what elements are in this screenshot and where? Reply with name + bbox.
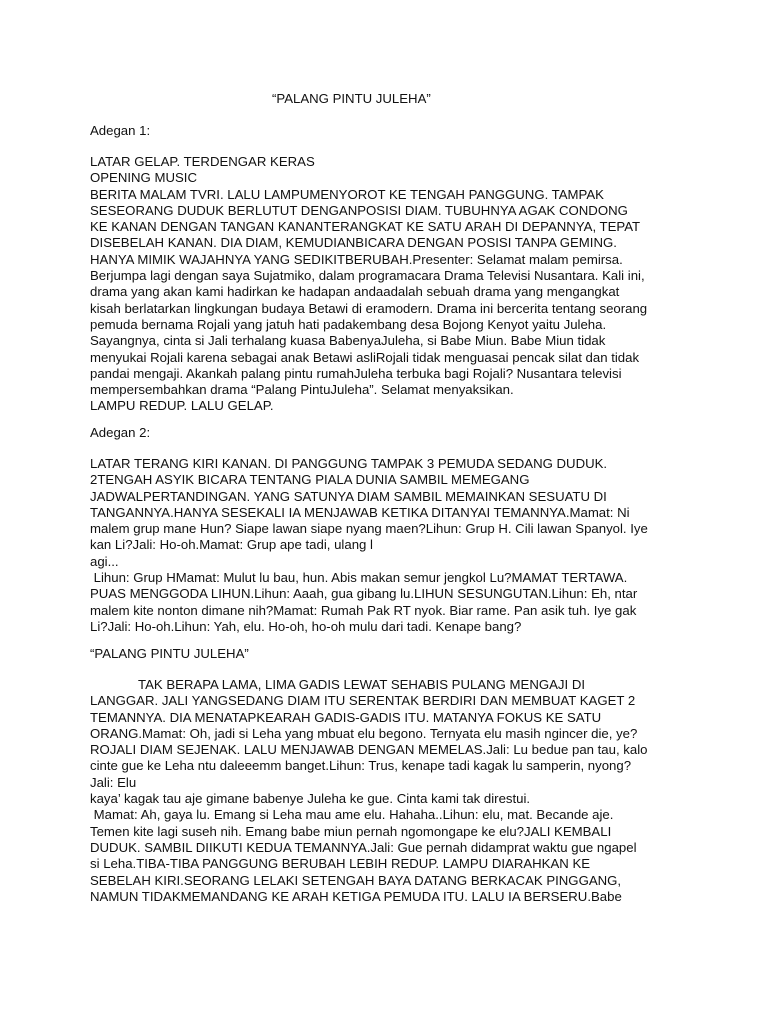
body-line: DISEBELAH KANAN. DIA DIAM, KEMUDIANBICARA DENGAN POSISI TANPA GEMING.: [90, 235, 617, 251]
body-line: agi...: [90, 553, 119, 569]
body-line: cinte gue ke Leha ntu daleeemm banget.Lihun: Trus, kenape tadi kagak lu samperin, nyong?: [90, 758, 632, 774]
body-line: Jali: Elu: [90, 774, 137, 790]
body-line: 2TENGAH ASYIK BICARA TENTANG PIALA DUNIA SAMBIL MEMEGANG: [90, 472, 530, 488]
body-line: NAMUN TIDAKMEMANDANG KE ARAH KETIGA PEMUDA ITU. LALU IA BERSERU.Babe: [90, 888, 622, 904]
body-line: kaya’ kagak tau aje gimane babenye Juleha ke gue. Cinta kami tak direstui.: [90, 791, 531, 807]
document-title: “PALANG PINTU JULEHA”: [272, 91, 431, 106]
body-line: Lihun: Grup HMamat: Mulut lu bau, hun. Abis makan semur jengkol Lu?MAMAT TERTAWA.: [90, 570, 628, 586]
body-line: TEMANNYA. DIA MENATAPKEARAH GADIS-GADIS ITU. MATANYA FOKUS KE SATU: [90, 709, 602, 725]
body-line: SESEORANG DUDUK BERLUTUT DENGANPOSISI DIAM. TUBUHNYA AGAK CONDONG: [90, 202, 628, 218]
body-line-text: TAK BERAPA LAMA, LIMA GADIS LEWAT SEHABIS PULANG MENGAJI DI: [138, 677, 586, 692]
scene-2-heading: [90, 425, 690, 441]
body-line: si Leha.TIBA-TIBA PANGGUNG BERUBAH LEBIH REDUP. LAMPU DIARAHKAN KE: [90, 856, 591, 872]
body-line: SEBELAH KIRI.SEORANG LELAKI SETENGAH BAYA DATANG BERKACAK PINGGANG,: [90, 872, 622, 888]
body-line: malem grup mane Hun? Siape lawan siape nyang maen?Lihun: Grup H. Cili lawan Spanyol. Iye: [90, 521, 648, 537]
body-line: mempersembahkan drama “Palang PintuJuleha”. Selamat menyaksikan.: [90, 382, 514, 398]
body-line: BERITA MALAM TVRI. LALU LAMPUMENYOROT KE TENGAH PANGGUNG. TAMPAK: [90, 186, 604, 202]
body-line: drama yang akan kami hadirkan ke hadapan andaadalah sebuah drama yang mengangkat: [90, 284, 620, 300]
body-line: LATAR TERANG KIRI KANAN. DI PANGGUNG TAMPAK 3 PEMUDA SEDANG DUDUK.: [90, 456, 608, 471]
body-line: KE KANAN DENGAN TANGAN KANANTERANGKAT KE SATU ARAH DI DEPANNYA, TEPAT: [90, 219, 641, 235]
body-line: ROJALI DIAM SEJENAK. LALU MENJAWAB DENGAN MEMELAS.Jali: Lu bedue pan tau, kalo: [90, 742, 648, 758]
body-line: Mamat: Ah, gaya lu. Emang si Leha mau ame elu. Hahaha..Lihun: elu, mat. Becande aje.: [90, 807, 614, 823]
body-line: menyukai Rojali karena sebagai anak Betawi asliRojali tidak menguasai pencak silat dan tidak: [90, 349, 640, 365]
body-line: TANGANNYA.HANYA SESEKALI IA MENJAWAB KETIKA DITANYAI TEMANNYA.Mamat: Ni: [90, 504, 630, 520]
section-title: “PALANG PINTU JULEHA”: [90, 646, 249, 661]
body-line-indented: [90, 677, 690, 693]
body-line: ORANG.Mamat: Oh, jadi si Leha yang mbuat elu begono. Ternyata elu masih ngincer die, ye?: [90, 725, 638, 741]
scene-heading: Adegan 1:: [90, 123, 151, 138]
scene-1-body: [90, 154, 690, 415]
body-line: LATAR GELAP. TERDENGAR KERAS: [90, 154, 315, 169]
scene-1-heading: [90, 123, 690, 139]
body-line: pandai mengaji. Akankah palang pintu rumahJuleha terbuka bagi Rojali? Nusantara televisi: [90, 365, 622, 381]
body-line: DUDUK. SAMBIL DIIKUTI KEDUA TEMANNYA.Jali: Gue pernah didamprat waktu gue ngapel: [90, 839, 637, 855]
body-line: OPENING MUSIC: [90, 170, 197, 186]
body-line: LAMPU REDUP. LALU GELAP.: [90, 398, 274, 414]
body-line: Temen kite lagi suseh nih. Emang babe miun pernah ngomongape ke elu?JALI KEMBALI: [90, 823, 612, 839]
body-line: kisah berlatarkan lingkungan budaya Betawi di eramodern. Drama ini bercerita tentang seorang: [90, 300, 648, 316]
body-line: Berjumpa lagi dengan saya Sujatmiko, dalam programacara Drama Televisi Nusantara. Kali ini,: [90, 268, 645, 284]
body-line: malem kite nonton dimane nih?Mamat: Rumah Pak RT nyok. Biar rame. Pan asik tuh. Iye gak: [90, 602, 637, 618]
body-line: Sayangnya, cinta si Jali terhalang kuasa BabenyaJuleha, si Babe Miun. Babe Miun tidak: [90, 333, 606, 349]
body-line: kan Li?Jali: Ho-oh.Mamat: Grup ape tadi, ulang l: [90, 537, 373, 553]
scene-heading: Adegan 2:: [90, 425, 151, 440]
body-line: JADWALPERTANDINGAN. YANG SATUNYA DIAM SAMBIL MEMAINKAN SESUATU DI: [90, 488, 607, 504]
body-line: HANYA MIMIK WAJAHNYA YANG SEDIKITBERUBAH.Presenter: Selamat malam pemirsa.: [90, 251, 623, 267]
scene-3-body: [90, 677, 690, 905]
body-line: LANGGAR. JALI YANGSEDANG DIAM ITU SERENTAK BERDIRI DAN MEMBUAT KAGET 2: [90, 693, 636, 709]
scene-2-body: [90, 456, 690, 635]
body-line: Li?Jali: Ho-oh.Lihun: Yah, elu. Ho-oh, ho-oh mulu dari tadi. Kenape bang?: [90, 618, 522, 634]
body-line: PUAS MENGGODA LIHUN.Lihun: Aaah, gua gibang lu.LIHUN SESUNGUTAN.Lihun: Eh, ntar: [90, 586, 638, 602]
section-2-title-block: [90, 646, 690, 662]
body-line: pemuda bernama Rojali yang jatuh hati padakembang desa Bojong Kenyot yaitu Juleha.: [90, 316, 607, 332]
